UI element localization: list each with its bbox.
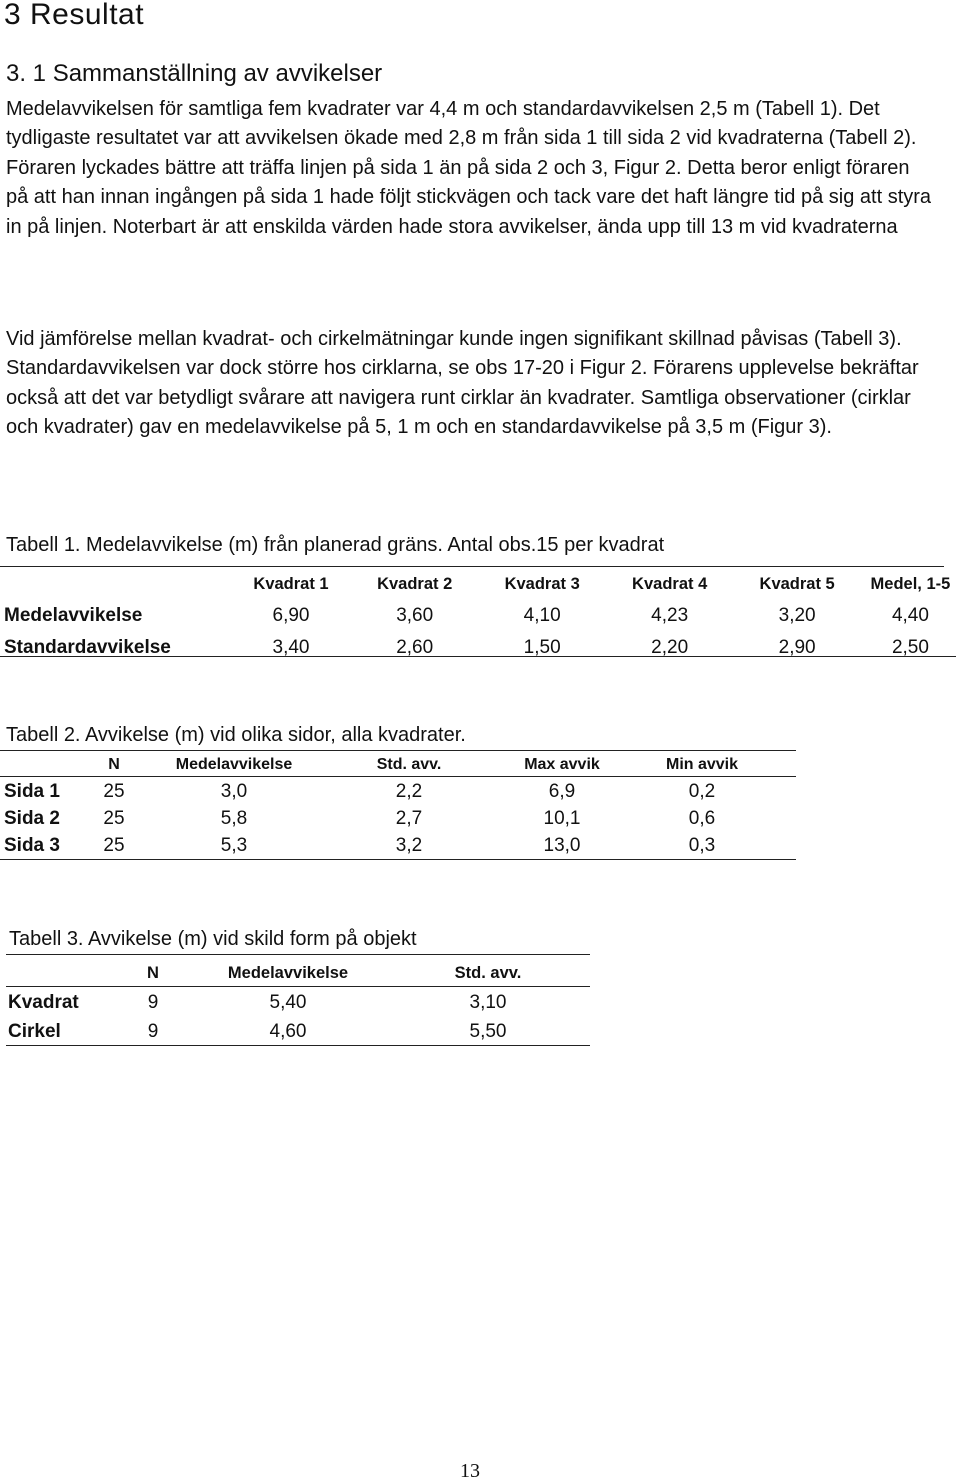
table-cell: 5,50 xyxy=(469,1020,507,1042)
table-header-row xyxy=(4,568,960,600)
table-row xyxy=(4,805,764,832)
row-label: Cirkel xyxy=(8,1020,61,1042)
table-header-cell: N xyxy=(147,963,159,982)
table-cell: 2,90 xyxy=(778,637,816,658)
table-row xyxy=(8,1017,583,1046)
table-header-cell: Kvadrat 1 xyxy=(253,574,329,593)
table-cell: 2,7 xyxy=(395,807,423,829)
table2-caption: Tabell 2. Avvikelse (m) vid olika sidor, alla kvadrater. xyxy=(6,724,466,746)
table-cell: 6,90 xyxy=(272,605,310,626)
table-header-cell: Medelavvikelse xyxy=(175,756,293,773)
table-cell: 6,9 xyxy=(548,780,576,802)
table-header-row xyxy=(8,958,583,988)
table1 xyxy=(4,568,960,664)
table-cell: 25 xyxy=(103,807,125,829)
table-row xyxy=(8,988,583,1017)
table-cell: 2,20 xyxy=(651,637,689,658)
table-cell: 2,50 xyxy=(891,637,929,658)
table-header-cell xyxy=(4,568,231,600)
table3-caption: Tabell 3. Avvikelse (m) vid skild form på objekt xyxy=(9,928,417,950)
paragraph-2: Vid jämförelse mellan kvadrat- och cirkelmätningar kunde ingen signifikant skillnad påvisas (Tabell 3). Standardavvikelsen var dock större hos cirklarna, se obs 17-20 i Figur 2. Förarens upplevelse bekräftar också att det var betydligt svårare att navigera runt cirklar än kvadrater. Samtliga observationer (cirklar och kvadrater) gav en medelavvikelse på 5, 1 m och en standardavvikelse på 3,5 m (Figur 3). xyxy=(6,328,919,439)
table-cell: 25 xyxy=(103,834,125,856)
row-label: Sida 3 xyxy=(4,834,60,856)
table-header-cell: Std. avv. xyxy=(376,756,442,773)
page-number: 13 xyxy=(460,1460,480,1482)
table-cell: 2,2 xyxy=(395,780,423,802)
table-header-cell: Min avvik xyxy=(665,756,739,773)
table-cell: 3,20 xyxy=(778,605,816,626)
table-row xyxy=(4,778,764,805)
table-cell: 9 xyxy=(147,1020,159,1042)
table-cell: 4,40 xyxy=(891,605,929,626)
subsection-title: 3. 1 Sammanställning av avvikelser xyxy=(6,60,383,87)
row-label: Kvadrat xyxy=(8,991,79,1013)
table1-top-rule xyxy=(0,566,944,567)
table-header-cell: Kvadrat 5 xyxy=(759,574,835,593)
table-row xyxy=(4,600,960,632)
table-cell: 3,10 xyxy=(469,991,507,1013)
table-header-cell: Medel, 1-5 xyxy=(870,574,951,593)
table-cell: 5,3 xyxy=(220,834,248,856)
table-header-cell: Medelavvikelse xyxy=(227,963,349,982)
paragraph-1: Medelavvikelsen för samtliga fem kvadrater var 4,4 m och standardavvikelsen 2,5 m (Tabell 1). Det tydligaste resultatet var att avvikelsen ökade med 2,8 m från sida 1 till sida 2 vid kvadraterna (Tabell 2). Föraren lyckades bättre att träffa linjen på sida 1 än på sida 2 och 3, Figur 2. Detta beror enligt föraren på att han innan ingången på sida 1 hade följt stickvägen och tack vare det haft längre tid på sig att styra in på linjen. Noterbart är att enskilda värden hade stora avvikelser, ända upp till 13 m vid kvadraterna xyxy=(6,98,932,238)
table-cell: 9 xyxy=(147,991,159,1013)
row-label: Standardavvikelse xyxy=(4,637,171,658)
table-header-cell: Kvadrat 2 xyxy=(377,574,453,593)
table-cell: 5,8 xyxy=(220,807,248,829)
table2-top-rule xyxy=(0,750,796,751)
table2-bottom-rule xyxy=(0,859,796,860)
section-title: 3 Resultat xyxy=(4,0,145,31)
table-header-cell xyxy=(8,958,123,988)
table-cell: 13,0 xyxy=(543,834,581,856)
table2 xyxy=(4,752,764,859)
table-header-row xyxy=(4,752,764,778)
table-row xyxy=(4,632,960,664)
table-cell: 4,10 xyxy=(523,605,561,626)
table-cell: 4,60 xyxy=(269,1020,307,1042)
row-label: Sida 1 xyxy=(4,780,60,802)
table-cell: 3,40 xyxy=(272,637,310,658)
table-cell: 0,6 xyxy=(688,807,716,829)
row-label: Sida 2 xyxy=(4,807,60,829)
table3-bottom-rule xyxy=(6,1045,590,1046)
table1-caption: Tabell 1. Medelavvikelse (m) från planerad gräns. Antal obs.15 per kvadrat xyxy=(6,534,665,556)
table-header-cell: Kvadrat 4 xyxy=(632,574,708,593)
table-header-cell: N xyxy=(108,756,120,773)
table-cell: 0,2 xyxy=(688,780,716,802)
table-cell: 3,2 xyxy=(395,834,423,856)
table-cell: 2,60 xyxy=(396,637,434,658)
table-cell: 1,50 xyxy=(523,637,561,658)
table-cell: 3,60 xyxy=(396,605,434,626)
table-header-cell: Std. avv. xyxy=(454,963,522,982)
table-cell: 0,3 xyxy=(688,834,716,856)
table-cell: 25 xyxy=(103,780,125,802)
row-label: Medelavvikelse xyxy=(4,605,143,626)
table-cell: 3,0 xyxy=(220,780,248,802)
table-cell: 5,40 xyxy=(269,991,307,1013)
table-cell: 4,23 xyxy=(651,605,689,626)
table-header-cell xyxy=(4,752,94,778)
table-cell: 10,1 xyxy=(543,807,581,829)
table3-top-rule xyxy=(6,954,590,955)
table3 xyxy=(8,958,583,1046)
table-header-cell: Kvadrat 3 xyxy=(504,574,580,593)
table-row xyxy=(4,832,764,859)
table-header-cell: Max avvik xyxy=(524,756,600,773)
table1-bottom-rule xyxy=(0,656,956,657)
